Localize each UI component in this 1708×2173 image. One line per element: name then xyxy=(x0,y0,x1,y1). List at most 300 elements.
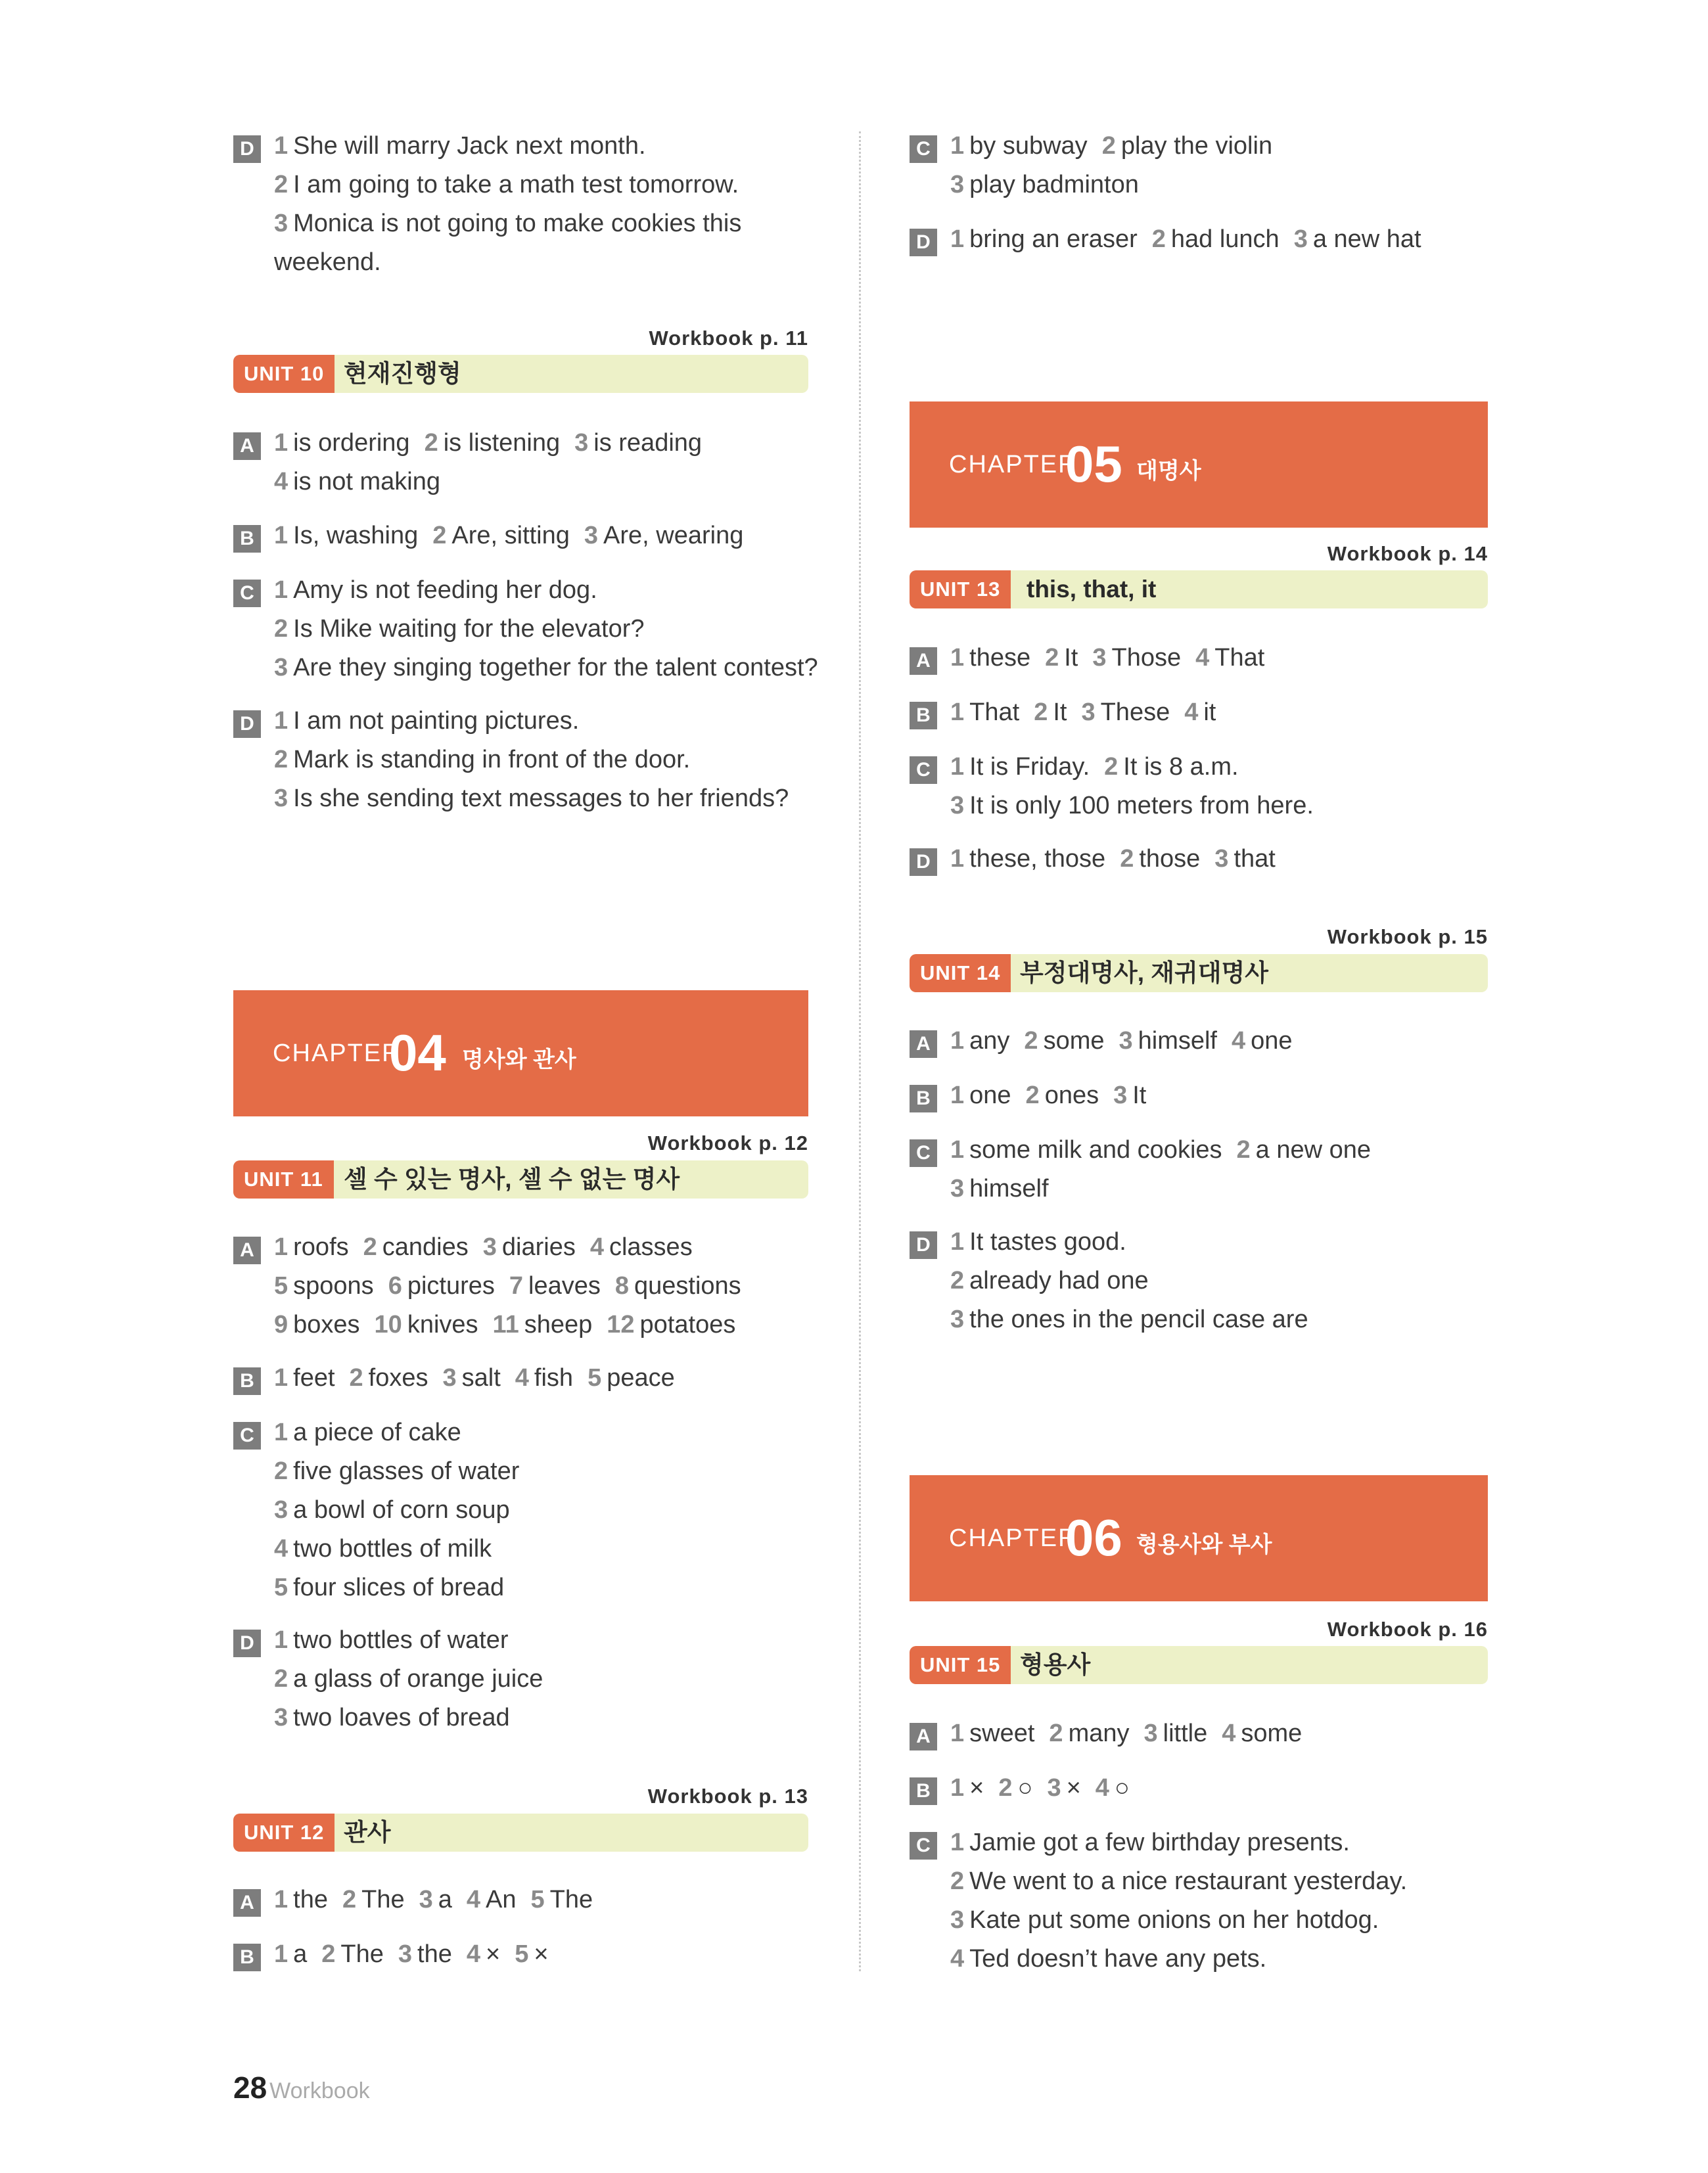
item-number: 1 xyxy=(950,132,965,160)
item-number: 4 xyxy=(466,1940,481,1968)
answer-line xyxy=(233,1452,808,1491)
answer-line xyxy=(233,779,808,818)
item-number: 1 xyxy=(274,1419,289,1446)
answer-text: peace xyxy=(607,1364,675,1392)
answer-text: Are they singing together for the talent contest? xyxy=(293,654,818,681)
exercise-label: A xyxy=(233,1889,261,1917)
answer-text: these xyxy=(969,644,1031,672)
chapter-label: CHAPTER xyxy=(949,451,1078,478)
answer-text: That xyxy=(1214,644,1265,672)
exercise-label: B xyxy=(910,702,937,729)
answer-text: is not making xyxy=(293,468,441,495)
item-number: 2 xyxy=(1104,753,1119,781)
answer-group xyxy=(233,1881,808,1919)
chapter-04-banner xyxy=(233,990,808,1116)
item-number: 3 xyxy=(950,171,965,198)
answer-line xyxy=(233,741,808,779)
unit-title: 셀 수 있는 명사, 셀 수 없는 명사 xyxy=(344,1166,680,1193)
item-number: 1 xyxy=(950,1136,965,1164)
item-number: 1 xyxy=(950,644,965,672)
answer-line xyxy=(910,1901,1488,1940)
unit-badge: UNIT 13 xyxy=(910,570,1011,608)
answer-line xyxy=(910,1076,1488,1115)
answer-line xyxy=(910,1223,1488,1262)
item-number: 3 xyxy=(574,429,589,457)
item-number: 2 xyxy=(950,1867,965,1895)
answer-text: those xyxy=(1139,845,1201,873)
item-number: 2 xyxy=(274,615,289,643)
answer-text: any xyxy=(969,1027,1010,1055)
item-number: 6 xyxy=(388,1272,402,1300)
answer-text: play badminton xyxy=(969,171,1139,198)
answer-group xyxy=(910,1223,1488,1339)
answer-group xyxy=(910,1022,1488,1061)
answer-group xyxy=(233,1359,808,1398)
answer-line xyxy=(910,1131,1488,1170)
unit-badge: UNIT 11 xyxy=(233,1160,334,1199)
answer-text: the xyxy=(417,1940,452,1968)
answer-text: She will marry Jack next month. xyxy=(293,132,646,160)
item-number: 2 xyxy=(1045,644,1059,672)
answer-text: himself xyxy=(1138,1027,1217,1055)
item-number: 3 xyxy=(482,1233,497,1261)
answer-group xyxy=(233,571,818,687)
answer-group xyxy=(233,1228,808,1344)
answer-text: Is Mike waiting for the elevator? xyxy=(293,615,645,643)
item-number: 5 xyxy=(530,1886,545,1913)
workbook-page-ref: Workbook p. 14 xyxy=(1327,542,1488,565)
answer-line xyxy=(910,127,1488,166)
item-number: 2 xyxy=(1120,845,1134,873)
answer-text: Kate put some onions on her hotdog. xyxy=(969,1906,1379,1934)
exercise-label: B xyxy=(910,1777,937,1805)
answer-text: himself xyxy=(969,1175,1049,1202)
item-number: 4 xyxy=(950,1945,965,1973)
answer-line xyxy=(233,702,808,741)
exercise-label: B xyxy=(233,525,261,553)
answer-line xyxy=(910,748,1488,787)
answer-group xyxy=(910,840,1488,879)
answer-text: it xyxy=(1203,698,1216,726)
item-number: 3 xyxy=(950,792,965,819)
item-number: 10 xyxy=(374,1311,402,1338)
answer-text: play the violin xyxy=(1120,132,1273,160)
answer-line xyxy=(910,840,1488,879)
answer-line xyxy=(233,1660,808,1699)
answer-text: Are, wearing xyxy=(603,522,744,549)
answer-text: foxes xyxy=(368,1364,428,1392)
answer-line xyxy=(910,1714,1488,1753)
chapter-label: CHAPTER xyxy=(273,1040,402,1067)
answer-line xyxy=(910,639,1488,677)
answer-text: Is, washing xyxy=(293,522,419,549)
page-footer xyxy=(233,2070,370,2105)
column-divider xyxy=(859,131,861,1971)
answer-text: × xyxy=(1066,1774,1081,1802)
workbook-page-ref: Workbook p. 11 xyxy=(649,327,808,350)
answer-text: some milk and cookies xyxy=(969,1136,1222,1164)
item-number: 3 xyxy=(398,1940,413,1968)
answer-text: feet xyxy=(293,1364,335,1392)
item-number: 1 xyxy=(274,429,289,457)
answer-text: weekend. xyxy=(274,248,381,276)
exercise-label: C xyxy=(910,756,937,784)
item-number: 3 xyxy=(1092,644,1107,672)
exercise-label: C xyxy=(233,580,261,607)
answer-group xyxy=(233,516,808,555)
answer-text: a glass of orange juice xyxy=(293,1665,543,1693)
item-number: 3 xyxy=(274,1704,289,1731)
answer-text: classes xyxy=(609,1233,693,1261)
answer-text: The xyxy=(549,1886,593,1913)
answer-line xyxy=(233,1413,808,1452)
item-number: 2 xyxy=(432,522,447,549)
item-number: 1 xyxy=(950,1720,965,1747)
answer-line xyxy=(233,204,808,243)
answer-text: salt xyxy=(461,1364,501,1392)
answer-group xyxy=(910,639,1488,677)
item-number: 2 xyxy=(274,1665,289,1693)
workbook-page-ref: Workbook p. 15 xyxy=(1327,925,1488,948)
item-number: 3 xyxy=(950,1175,965,1202)
answer-group xyxy=(910,693,1488,732)
answer-text: by subway xyxy=(969,132,1088,160)
exercise-label: C xyxy=(910,1832,937,1860)
answer-group xyxy=(910,1131,1488,1208)
answer-text: boxes xyxy=(293,1311,360,1338)
item-number: 7 xyxy=(509,1272,524,1300)
answer-text: ○ xyxy=(1017,1774,1033,1802)
exercise-label: C xyxy=(233,1422,261,1450)
item-number: 1 xyxy=(950,1774,965,1802)
answer-text: It xyxy=(1064,644,1078,672)
item-number: 3 xyxy=(442,1364,457,1392)
answer-text: a new hat xyxy=(1312,225,1421,253)
answer-text: It is 8 a.m. xyxy=(1123,753,1239,781)
exercise-label: D xyxy=(910,229,937,256)
item-number: 1 xyxy=(950,753,965,781)
item-number: 2 xyxy=(1101,132,1116,160)
answer-text: some xyxy=(1241,1720,1303,1747)
answer-line xyxy=(910,220,1488,259)
answer-text: Is she sending text messages to her friends? xyxy=(293,785,789,812)
answer-line xyxy=(233,571,808,610)
item-number: 3 xyxy=(1214,845,1229,873)
answer-text: candies xyxy=(382,1233,469,1261)
answer-group xyxy=(910,748,1488,825)
item-number: 2 xyxy=(424,429,438,457)
item-number: 1 xyxy=(950,225,965,253)
answer-text: two loaves of bread xyxy=(293,1704,510,1731)
answer-line xyxy=(233,1359,808,1398)
unit-badge: UNIT 14 xyxy=(910,954,1011,992)
answer-line xyxy=(233,610,808,649)
answer-line xyxy=(910,166,1488,204)
unit-title: 관사 xyxy=(344,1819,391,1846)
exercise-label: C xyxy=(910,1139,937,1167)
answer-text: The xyxy=(340,1940,384,1968)
answer-text: An xyxy=(486,1886,517,1913)
item-number: 3 xyxy=(274,1496,289,1524)
item-number: 2 xyxy=(1236,1136,1251,1164)
answer-text: bring an eraser xyxy=(969,225,1138,253)
item-number: 4 xyxy=(1184,698,1199,726)
answer-text: a new one xyxy=(1255,1136,1372,1164)
exercise-label: D xyxy=(233,135,261,163)
exercise-label: A xyxy=(910,1030,937,1058)
answer-text: That xyxy=(969,698,1020,726)
answer-line xyxy=(910,1262,1488,1300)
answer-group xyxy=(910,1823,1488,1979)
chapter-number: 06 xyxy=(1065,1509,1122,1567)
unit-title: 형용사 xyxy=(1020,1651,1091,1678)
answer-text: Those xyxy=(1111,644,1182,672)
exercise-label: D xyxy=(910,1231,937,1259)
item-number: 3 xyxy=(1119,1027,1133,1055)
item-number: 3 xyxy=(1113,1082,1128,1109)
answer-text: a bowl of corn soup xyxy=(293,1496,510,1524)
answer-line xyxy=(910,1940,1488,1979)
answer-line xyxy=(233,1935,808,1974)
answer-text: diaries xyxy=(501,1233,576,1261)
chapter-number: 05 xyxy=(1065,435,1122,493)
answer-text: leaves xyxy=(528,1272,601,1300)
unit-11-header xyxy=(233,1160,808,1199)
item-number: 1 xyxy=(950,698,965,726)
item-number: 5 xyxy=(274,1272,289,1300)
item-number: 1 xyxy=(950,845,965,873)
item-number: 1 xyxy=(274,576,289,604)
item-number: 1 xyxy=(950,1829,965,1856)
answer-line xyxy=(233,1491,808,1530)
answer-text: had lunch xyxy=(1170,225,1280,253)
answer-line xyxy=(233,516,808,555)
answer-text: one xyxy=(969,1082,1011,1109)
item-number: 4 xyxy=(1195,644,1210,672)
answer-text: potatoes xyxy=(639,1311,736,1338)
answer-text: roofs xyxy=(293,1233,349,1261)
answer-line xyxy=(910,787,1488,825)
answer-line xyxy=(233,166,808,204)
answer-text: a xyxy=(293,1940,308,1968)
answer-line xyxy=(233,1228,808,1267)
answer-line xyxy=(233,463,808,501)
answer-text: ○ xyxy=(1114,1774,1130,1802)
answer-text: spoons xyxy=(293,1272,374,1300)
item-number: 4 xyxy=(1095,1774,1109,1802)
item-number: 5 xyxy=(515,1940,529,1968)
item-number: 1 xyxy=(274,1233,289,1261)
answer-group xyxy=(910,1769,1488,1808)
answer-text: fish xyxy=(534,1364,574,1392)
answer-text: It is Friday. xyxy=(969,753,1090,781)
answer-text: these, those xyxy=(969,845,1106,873)
item-number: 4 xyxy=(1222,1720,1236,1747)
answer-group xyxy=(910,1076,1488,1115)
answer-text: It is only 100 meters from here. xyxy=(969,792,1314,819)
answer-text: is reading xyxy=(593,429,703,457)
answer-text: pictures xyxy=(407,1272,495,1300)
unit-10-header xyxy=(233,355,808,393)
item-number: 2 xyxy=(1034,698,1048,726)
answer-line xyxy=(910,1300,1488,1339)
item-number: 2 xyxy=(1025,1082,1040,1109)
item-number: 1 xyxy=(274,1364,289,1392)
exercise-label: B xyxy=(910,1085,937,1112)
item-number: 5 xyxy=(274,1574,289,1601)
item-number: 1 xyxy=(274,132,289,160)
answer-line xyxy=(233,127,808,166)
answer-text: five glasses of water xyxy=(293,1457,520,1485)
answer-text: two bottles of milk xyxy=(293,1535,492,1563)
unit-title: 부정대명사, 재귀대명사 xyxy=(1020,959,1268,986)
unit-badge: UNIT 12 xyxy=(233,1814,335,1852)
chapter-06-banner xyxy=(910,1475,1488,1601)
answer-line xyxy=(233,1621,808,1660)
answer-text: is listening xyxy=(443,429,561,457)
item-number: 1 xyxy=(950,1027,965,1055)
answer-line xyxy=(233,1530,808,1568)
item-number: 12 xyxy=(607,1311,635,1338)
answer-group xyxy=(233,424,808,501)
item-number: 2 xyxy=(1024,1027,1038,1055)
item-number: 1 xyxy=(274,1626,289,1654)
item-number: 2 xyxy=(1151,225,1166,253)
answer-text: some xyxy=(1043,1027,1105,1055)
answer-group xyxy=(233,1621,808,1737)
answer-text: The xyxy=(361,1886,405,1913)
answer-text: × xyxy=(486,1940,501,1968)
item-number: 1 xyxy=(950,1082,965,1109)
chapter-title: 형용사와 부사 xyxy=(1136,1532,1272,1557)
item-number: 3 xyxy=(950,1906,965,1934)
answer-text: × xyxy=(969,1774,984,1802)
answer-line xyxy=(233,1306,808,1344)
item-number: 3 xyxy=(1081,698,1096,726)
answer-text: Amy is not feeding her dog. xyxy=(293,576,597,604)
answer-text: It xyxy=(1053,698,1067,726)
exercise-label: D xyxy=(910,848,937,876)
answer-text: Monica is not going to make cookies this xyxy=(293,210,742,237)
answer-text: the xyxy=(293,1886,328,1913)
item-number: 8 xyxy=(614,1272,630,1300)
answer-line xyxy=(233,243,808,282)
answer-text: questions xyxy=(634,1272,741,1300)
item-number: 4 xyxy=(515,1364,529,1392)
answer-text: knives xyxy=(407,1311,478,1338)
answer-line xyxy=(910,693,1488,732)
answer-group xyxy=(910,220,1488,259)
unit-title: this, that, it xyxy=(1027,576,1157,603)
answer-text: that xyxy=(1234,845,1276,873)
answer-text: four slices of bread xyxy=(293,1574,505,1601)
item-number: 3 xyxy=(419,1886,433,1913)
item-number: 9 xyxy=(274,1311,289,1338)
item-number: 4 xyxy=(1232,1027,1246,1055)
unit-badge: UNIT 15 xyxy=(910,1646,1011,1684)
answer-group xyxy=(910,127,1488,204)
answer-text: Jamie got a few birthday presents. xyxy=(969,1829,1350,1856)
item-number: 3 xyxy=(274,210,289,237)
chapter-label: CHAPTER xyxy=(949,1524,1078,1552)
item-number: 2 xyxy=(998,1774,1013,1802)
answer-text: I am going to take a math test tomorrow. xyxy=(293,171,739,198)
answer-text: ones xyxy=(1044,1082,1099,1109)
answer-line xyxy=(233,1699,808,1737)
answer-text: one xyxy=(1251,1027,1293,1055)
answer-text: × xyxy=(534,1940,549,1968)
item-number: 11 xyxy=(492,1311,519,1338)
answer-text: These xyxy=(1100,698,1170,726)
answer-text: sweet xyxy=(969,1720,1035,1747)
item-number: 3 xyxy=(274,785,289,812)
exercise-label: B xyxy=(233,1367,261,1395)
answer-text: Ted doesn’t have any pets. xyxy=(969,1945,1267,1973)
answer-text: little xyxy=(1163,1720,1208,1747)
page-number: 28 xyxy=(233,2070,267,2105)
exercise-label: A xyxy=(910,647,937,675)
answer-text: many xyxy=(1068,1720,1130,1747)
answer-text: sheep xyxy=(524,1311,593,1338)
answer-text: a xyxy=(438,1886,452,1913)
exercise-label: C xyxy=(910,135,937,163)
exercise-label: D xyxy=(233,1630,261,1657)
unit-12-header xyxy=(233,1814,808,1852)
answer-text: We went to a nice restaurant yesterday. xyxy=(969,1867,1408,1895)
item-number: 1 xyxy=(274,1886,289,1913)
item-number: 3 xyxy=(1143,1720,1158,1747)
footer-title: Workbook xyxy=(269,2078,370,2103)
exercise-label: A xyxy=(910,1723,937,1750)
unit-15-header xyxy=(910,1646,1488,1684)
answer-group xyxy=(233,1935,808,1974)
answer-line xyxy=(910,1769,1488,1808)
answer-text: two bottles of water xyxy=(293,1626,509,1654)
exercise-label: A xyxy=(233,432,261,460)
answer-group xyxy=(233,702,808,818)
item-number: 2 xyxy=(950,1267,965,1294)
answer-line xyxy=(910,1022,1488,1061)
item-number: 4 xyxy=(589,1233,604,1261)
item-number: 1 xyxy=(274,707,289,735)
item-number: 2 xyxy=(274,171,289,198)
answer-line xyxy=(233,649,818,687)
unit-13-header xyxy=(910,570,1488,608)
chapter-title: 명사와 관사 xyxy=(462,1047,576,1072)
item-number: 1 xyxy=(274,522,289,549)
item-number: 1 xyxy=(274,1940,289,1968)
answer-text: Are, sitting xyxy=(451,522,570,549)
item-number: 3 xyxy=(584,522,599,549)
item-number: 3 xyxy=(1047,1774,1061,1802)
chapter-number: 04 xyxy=(389,1024,446,1082)
answer-text: Mark is standing in front of the door. xyxy=(293,746,691,773)
exercise-label: B xyxy=(233,1944,261,1971)
item-number: 2 xyxy=(274,746,289,773)
item-number: 2 xyxy=(274,1457,289,1485)
item-number: 3 xyxy=(274,654,289,681)
item-number: 2 xyxy=(363,1233,377,1261)
item-number: 3 xyxy=(1293,225,1308,253)
answer-line xyxy=(233,1267,808,1306)
answer-text: already had one xyxy=(969,1267,1149,1294)
answer-text: I am not painting pictures. xyxy=(293,707,580,735)
item-number: 4 xyxy=(274,1535,289,1563)
answer-line xyxy=(910,1170,1488,1208)
item-number: 2 xyxy=(349,1364,363,1392)
item-number: 5 xyxy=(588,1364,602,1392)
answer-text: is ordering xyxy=(293,429,410,457)
